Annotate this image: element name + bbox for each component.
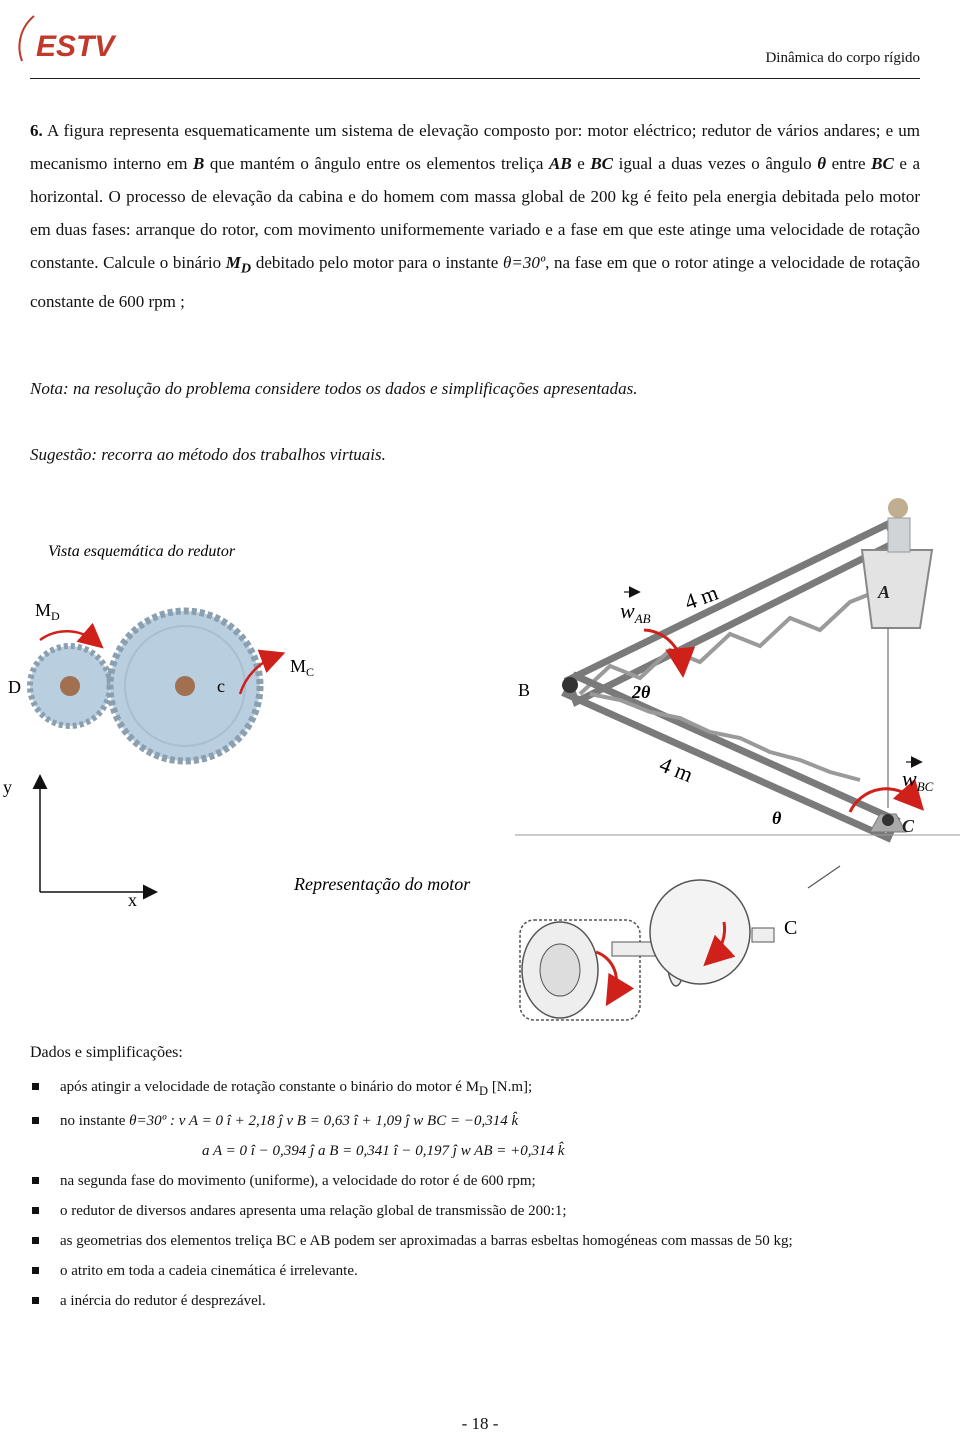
element-bc-2: BC [871,154,894,173]
label-c: c [217,676,225,696]
cabin [862,498,932,808]
hint: Sugestão: recorra ao método dos trabalhos virtuais. [30,445,386,464]
label-4m-bottom: 4 m [656,751,697,788]
problem-text-8: , na fase em que o rotor atinge a velocidade de rotação constante de 600 rpm ; [30,253,920,312]
problem-text-2: que mantém o ângulo entre os elementos treliça [204,154,549,173]
data-item-torque: após atingir a velocidade de rotação constante o binário do motor é $M_D$ [N.m]; [30,1072,930,1106]
element-ab: AB [548,154,572,173]
label-wbc: $w_{BC}$ [902,766,934,794]
label-wab: $w_{AB}$ [620,598,651,626]
data-item-rotor-speed: na segunda fase do movimento (uniforme), a velocidade do rotor é de 600 rpm; [30,1166,930,1196]
label-4m-top: 4 m [681,579,722,615]
note: Nota: na resolução do problema considere todos os dados e simplificações apresentadas. [30,379,638,398]
data-item-kinematics: no instante θ=30º : v A = 0 î + 2,18 ĵ v B = 0,63 î + 1,09 ĵ w BC = −0,314 k̂ [30,1106,930,1136]
torque-md: M [225,253,241,272]
school-logo [14,6,115,76]
data-item-accelerations: a A = 0 î − 0,394 ĵ a B = 0,341 î − 0,197 ĵ w AB = +0,314 k̂ [202,1143,565,1159]
torque-md-sub: D [240,260,252,277]
problem-text-3: e [571,154,591,173]
problem-number: 6. [30,121,43,140]
data-item-geometry: as geometrias dos elementos treliça BC e AB podem ser aproximadas a barras esbeltas homogéneas com massas de 50 kg; [30,1226,930,1256]
motor-rotation-arrow [596,952,616,996]
problem-text-6: e a horizontal. O processo de elevação da cabina e do homem com massa global de 200 kg é feito pela energia debitada pelo motor em duas fases: arranque do rotor, com movimento uniformemente variado e a fase em que este atinge uma velocidade de rotação constante. Calcule o binário [30,154,921,272]
truss-bc [566,676,896,838]
large-gear [110,611,260,761]
label-c-crane: C [902,816,915,836]
logo-graphic [14,6,115,76]
label-b: B [518,680,531,700]
label-c-motor: C [784,917,798,939]
problem-text-5: entre [826,154,872,173]
md-rotation-arrow [40,631,96,642]
label-d: D [8,677,21,697]
label-mc: $M_C$ [290,656,315,679]
label-2theta: 2θ [632,682,651,702]
page-number: - 18 - [461,1414,499,1433]
problem-text-4: igual a duas vezes o ângulo [613,154,818,173]
data-item-friction: o atrito em toda a cadeia cinemática é irrelevante. [30,1256,930,1286]
small-gear [30,646,110,726]
theta-value: θ=30º [503,253,546,272]
label-md: $M_D$ [35,600,60,623]
problem-statement [30,114,920,318]
motor-leader [808,866,840,888]
header-divider [30,78,920,79]
label-y: y [3,777,12,797]
data-title: Dados e simplificações: [30,1044,183,1061]
joint-c [882,814,894,826]
problem-text-7: debitado pelo motor para o instante [251,253,504,272]
theta-symbol: θ [817,154,827,173]
joint-b [562,677,578,693]
label-theta: θ [772,808,782,828]
label-a: A [878,582,891,602]
reducer-caption: Vista esquemática do redutor [48,543,236,560]
logo-letters: ESTV [36,30,115,63]
data-item-inertia: a inércia do redutor é desprezável. [30,1286,930,1316]
header-title: Dinâmica do corpo rígido [765,50,920,66]
element-bc: BC [590,154,614,173]
data-item-reducer: o redutor de diversos andares apresenta uma relação global de transmissão de 200:1; [30,1196,930,1226]
label-x: x [128,890,137,910]
wbc-rotation-arrow [850,789,916,812]
motor [520,880,774,1020]
truss-ab [568,524,896,702]
problem-text-1: A figura representa esquematicamente um sistema de elevação composto por: motor eléctrico; redutor de vários andares; e um mecanismo interno em [30,121,920,173]
mechanism-figure [0,480,960,1040]
point-b: B [193,154,205,173]
motor-caption: Representação do motor [294,874,471,894]
data-list [30,1072,930,1316]
